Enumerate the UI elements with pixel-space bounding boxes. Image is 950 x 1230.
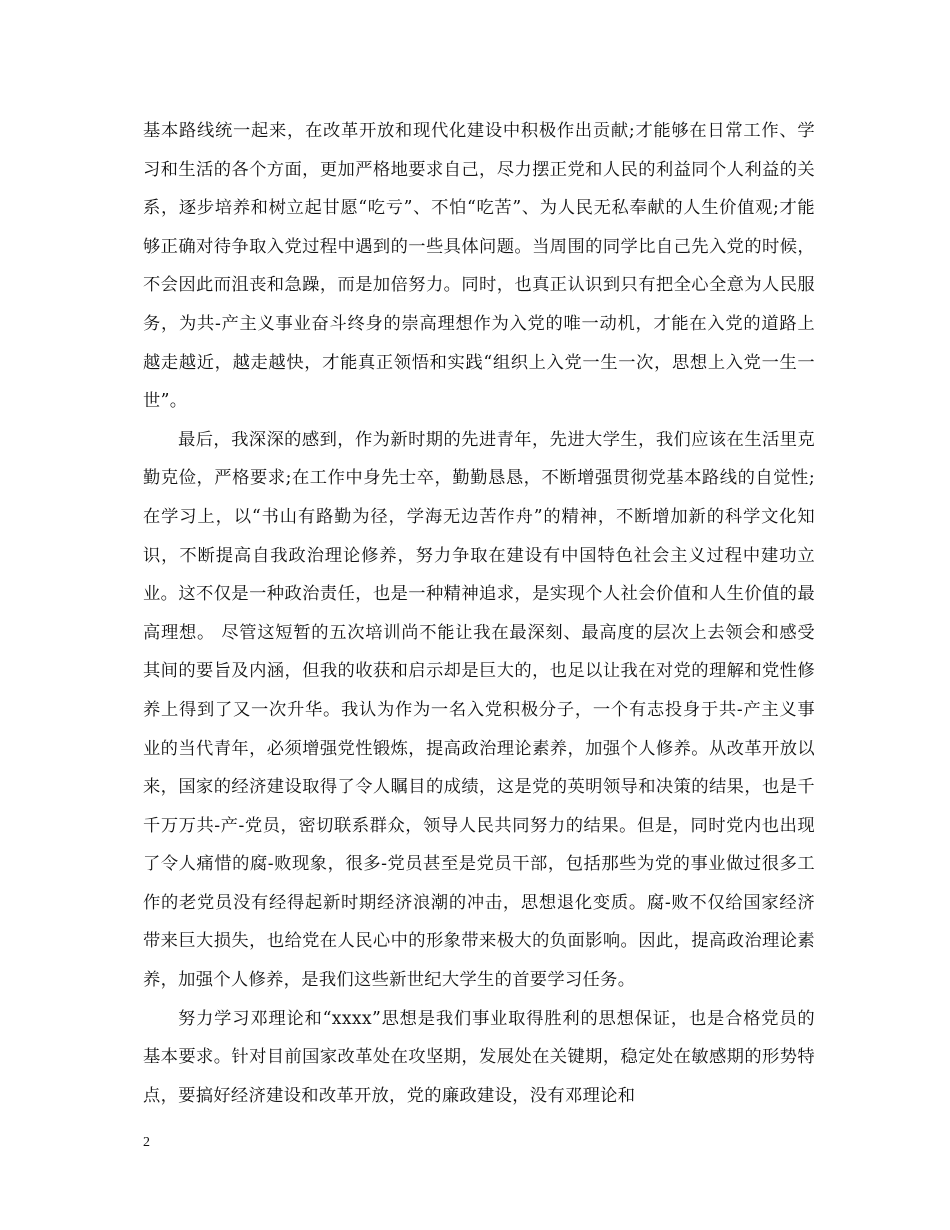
body-text [143, 112, 815, 1115]
page-number: 2 [143, 1135, 150, 1150]
paragraph-2: 最后，我深深的感到，作为新时期的先进青年，先进大学生，我们应该在生活里克勤克俭，严格要求;在工作中身先士卒，勤勤恳恳，不断增强贯彻党基本路线的自觉性;在学习上，以“书山有路勤为径，学海无边苦作舟”的精神，不断增加新的科学文化知识，不断提高自我政治理论修养，努力争取在建设有中国特色社会主义过程中建功立业。这不仅是一种政治责任，也是一种精神追求，是实现个人社会价值和人生价值的最高理想。 尽管这短暂的五次培训尚不能让我在最深刻、最高度的层次上去领会和感受其间的要旨及内涵，但我的收获和启示却是巨大的，也足以让我在对党的理解和党性修养上得到了又一次升华。我认为作为一名入党积极分子，一个有志投身于共-产主义事业的当代青年，必须增强党性锻炼，提高政治理论素养，加强个人修养。从改革开放以来，国家的经济建设取得了令人瞩目的成绩，这是党的英明领导和决策的结果，也是千千万万共-产-党员，密切联系群众，领导人民共同努力的结果。但是，同时党内也出现了令人痛惜的腐-败现象，很多-党员甚至是党员干部，包括那些为党的事业做过很多工作的老党员没有经得起新时期经济浪潮的冲击，思想退化变质。腐-败不仅给国家经济带来巨大损失，也给党在人民心中的形象带来极大的负面影响。因此，提高政治理论素养，加强个人修养，是我们这些新世纪大学生的首要学习任务。 [143, 429, 815, 991]
paragraph-3: 努力学习邓理论和“xxxx”思想是我们事业取得胜利的思想保证，也是合格党员的基本要求。针对目前国家改革处在攻坚期，发展处在关键期，稳定处在敏感期的形势特点，要搞好经济建设和改革开放，党的廉政建设，没有邓理论和 [143, 1008, 815, 1106]
paragraph-1: 基本路线统一起来，在改革开放和现代化建设中积极作出贡献;才能够在日常工作、学习和生活的各个方面，更加严格地要求自己，尽力摆正党和人民的利益同个人利益的关系，逐步培养和树立起甘愿“吃亏”、不怕“吃苦”、为人民无私奉献的人生价值观;才能够正确对待争取入党过程中遇到的一些具体问题。当周围的同学比自己先入党的时候，不会因此而沮丧和急躁，而是加倍努力。同时，也真正认识到只有把全心全意为人民服务，为共-产主义事业奋斗终身的崇高理想作为入党的唯一动机，才能在入党的道路上越走越近，越走越快，才能真正领悟和实践“组织上入党一生一次，思想上入党一生一世”。 [143, 121, 815, 412]
